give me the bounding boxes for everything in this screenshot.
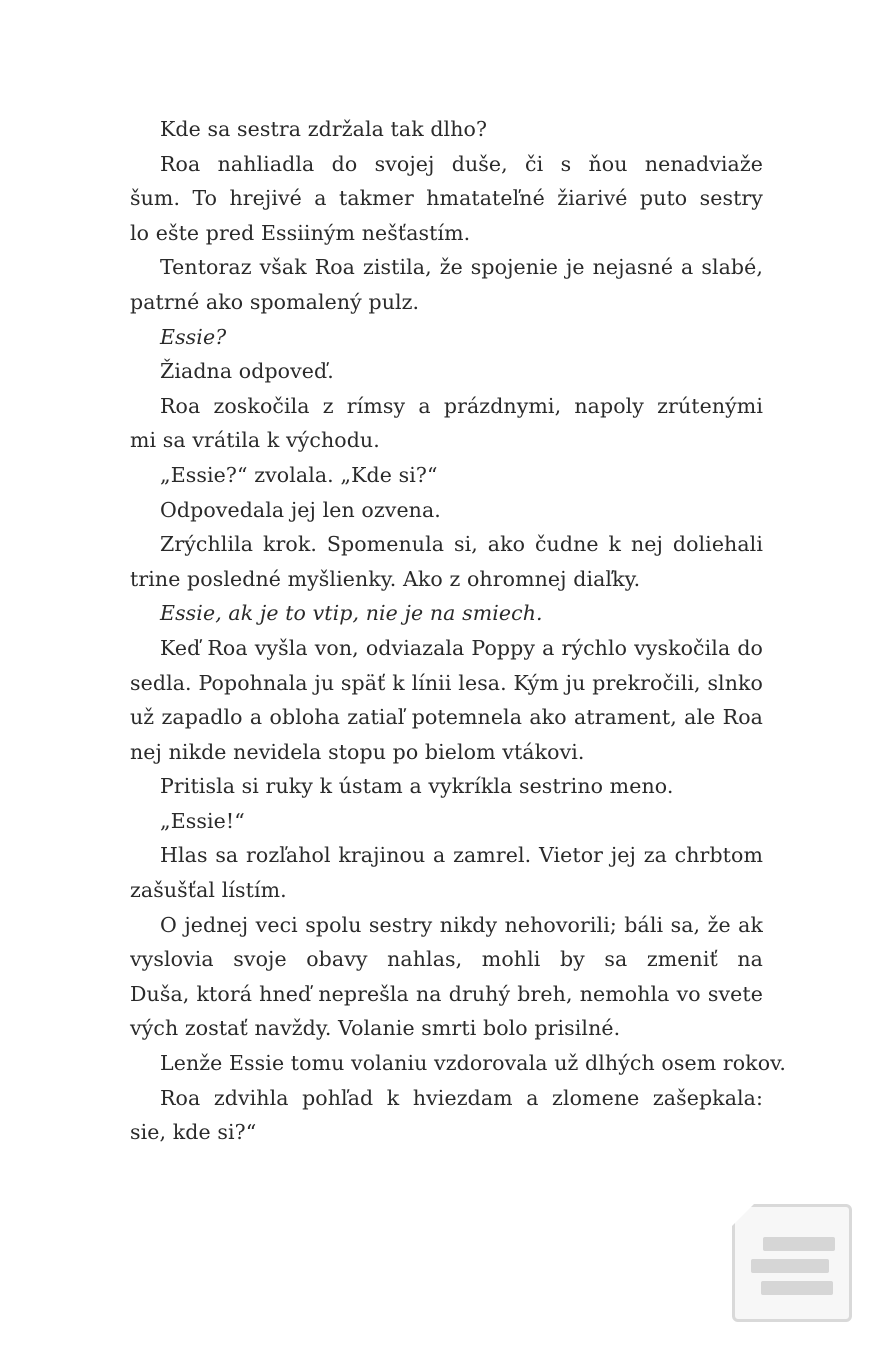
text-line: Roa nahliadla do svojej duše, či s ňou nenadviaže bbox=[160, 151, 763, 176]
text-line: Roa zoskočila z rímsy a prázdnymi, napoly zrútenými bbox=[160, 393, 763, 418]
text-line: vyslovia svoje obavy nahlas, mohli by sa zmeniť na bbox=[130, 947, 763, 972]
book-spine-top bbox=[763, 1237, 835, 1251]
text-line: zašušťal lístím. bbox=[130, 878, 287, 903]
text-line: Hlas sa rozľahol krajinou a zamrel. Vietor jej za chrbtom bbox=[160, 843, 763, 868]
text-line: Pritisla si ruky k ústam a vykríkla sestrino meno. bbox=[160, 774, 674, 799]
text-line: Zrýchlila krok. Spomenula si, ako čudne k nej doliehali bbox=[160, 532, 763, 557]
text-line: už zapadlo a obloha zatiaľ potemnela ako atrament, ale Roa bbox=[130, 705, 763, 730]
text-line: vých zostať navždy. Volanie smrti bolo prisilné. bbox=[130, 1016, 621, 1041]
text-line: Keď Roa vyšla von, odviazala Poppy a rýchlo vyskočila do bbox=[160, 635, 763, 660]
text-line: O jednej veci spolu sestry nikdy nehovorili; báli sa, že ak bbox=[160, 912, 763, 937]
book-spine-middle bbox=[751, 1259, 829, 1273]
text-line: mi sa vrátila k východu. bbox=[130, 428, 380, 453]
book-stack-icon[interactable] bbox=[732, 1204, 852, 1322]
text-line: Tentoraz však Roa zistila, že spojenie je nejasné a slabé, bbox=[160, 255, 763, 280]
text-line: Lenže Essie tomu volaniu vzdorovala už dlhých osem rokov. bbox=[160, 1051, 787, 1076]
text-line: sie, kde si?“ bbox=[130, 1120, 257, 1145]
book-page-text bbox=[130, 112, 787, 1150]
text-line: Duša, ktorá hneď neprešla na druhý breh, nemohla vo svete bbox=[130, 981, 763, 1006]
text-line: Kde sa sestra zdržala tak dlho? bbox=[160, 117, 488, 141]
text-line: Žiadna odpoveď. bbox=[160, 359, 334, 384]
text-line: Odpovedala jej len ozvena. bbox=[160, 497, 441, 522]
text-line: Roa zdvihla pohľad k hviezdam a zlomene zašepkala: bbox=[160, 1085, 763, 1110]
page-corner-fold bbox=[732, 1204, 754, 1226]
text-line: nej nikde nevidela stopu po bielom vtákovi. bbox=[130, 739, 585, 764]
text-line: „Essie?“ zvolala. „Kde si?“ bbox=[160, 462, 438, 487]
text-line: „Essie!“ bbox=[160, 808, 245, 833]
text-line: patrné ako spomalený pulz. bbox=[130, 289, 420, 314]
text-line: šum. To hrejivé a takmer hmatateľné žiarivé puto sestry bbox=[130, 186, 763, 211]
text-line: Essie? bbox=[160, 324, 227, 349]
text-line: Essie, ak je to vtip, nie je na smiech. bbox=[160, 601, 543, 626]
text-line: trine posledné myšlienky. Ako z ohromnej diaľky. bbox=[130, 566, 641, 591]
text-line: lo ešte pred Essiiným nešťastím. bbox=[130, 220, 471, 245]
book-spine-bottom bbox=[761, 1281, 833, 1295]
text-line: sedla. Popohnala ju späť k línii lesa. Kým ju prekročili, slnko bbox=[130, 670, 763, 695]
